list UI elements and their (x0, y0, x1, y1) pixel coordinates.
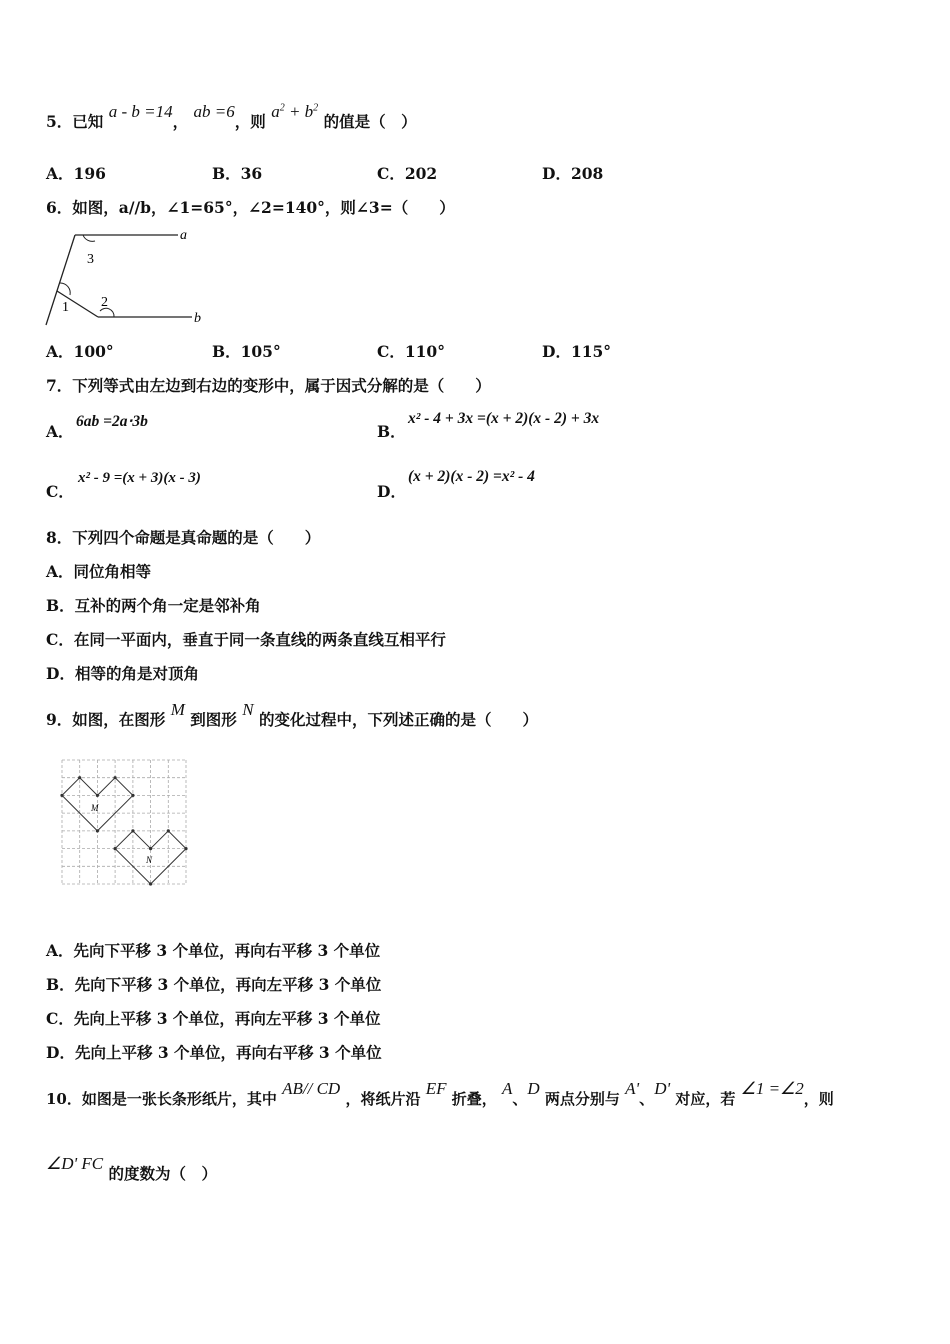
q5-exp-b: 2 (313, 102, 319, 114)
q10-sep-2: 、 (639, 1090, 655, 1108)
q9-option-b: B．先向下平移 3 个单位，再向左平移 3 个单位 (46, 975, 382, 994)
q6-option-a: A．100° (46, 342, 114, 361)
q6-option-b: B．105° (212, 342, 281, 361)
q10-text-5: 两点分别与 (544, 1090, 620, 1108)
question-6: 6．如图，a//b，∠1=65°，∠2=140°，则∠3=（ ） (46, 198, 455, 217)
q9-text-3: 的变化过程中，下列述正确的是（ ） (258, 710, 538, 729)
q10-d-prime: D' (654, 1079, 671, 1098)
q5-option-a: A．196 (46, 164, 106, 183)
q7-option-d-expr: (x + 2)(x - 2) =x² - 4 (408, 468, 535, 485)
q10-angle-eq: ∠1 =∠2 (740, 1079, 804, 1098)
question-7: 7．下列等式由左边到右边的变形中，属于因式分解的是（ ） (46, 376, 491, 395)
q10-a-prime: A' (625, 1079, 640, 1098)
q5-expr-a-minus-b: a - b =14 (108, 102, 173, 121)
q5-expr-sum-squares (271, 102, 318, 121)
q8-option-d: D．相等的角是对顶角 (46, 664, 199, 683)
q10-ab-parallel-cd: AB// CD (282, 1079, 341, 1098)
q6-option-d: D．115° (542, 342, 612, 361)
q9-option-d: D．先向上平移 3 个单位，再向右平移 3 个单位 (46, 1043, 382, 1062)
q10-text-7: 对应，若 (675, 1090, 736, 1108)
q9-M: M (170, 700, 185, 719)
q7-option-a: A． (46, 422, 74, 441)
q9-option-c: C．先向上平移 3 个单位，再向左平移 3 个单位 (46, 1009, 381, 1028)
q5-exp-a: 2 (279, 102, 285, 114)
q5-then: ，则 (234, 112, 266, 131)
angle-1-label: 1 (62, 300, 69, 315)
q10-number: 10． (46, 1090, 82, 1108)
label-M: M (91, 803, 99, 813)
q7-option-b-expr: x² - 4 + 3x =(x + 2)(x - 2) + 3x (408, 410, 600, 427)
q9-option-a: A．先向下平移 3 个单位，再向右平移 3 个单位 (46, 941, 381, 960)
q9-text-1: 如图，在图形 (72, 710, 166, 729)
q10-ef: EF (425, 1079, 447, 1098)
q10-text-2: ，将纸片沿 (345, 1090, 421, 1108)
q10-angle-dfc: ∠D' FC (46, 1154, 104, 1173)
q9-N: N (242, 700, 254, 719)
question-9 (46, 700, 538, 730)
q10-a: A (501, 1079, 513, 1098)
q5-expr-ab: ab =6 (193, 102, 235, 121)
q5-option-c: C．202 (377, 164, 438, 183)
q7-option-c: C． (46, 482, 74, 501)
label-N: N (146, 855, 153, 865)
q10-text-8: ，则 (803, 1090, 834, 1108)
q5-tail: 的值是（ ） (323, 112, 417, 131)
label-a: a (180, 228, 187, 243)
q5-plus-b: + b (284, 102, 314, 121)
q9-text-2: 到图形 (190, 710, 237, 729)
q7-option-a-expr: 6ab =2a⋅3b (76, 413, 148, 430)
q5-comma: ， (172, 112, 189, 131)
q6-option-c: C．110° (377, 342, 445, 361)
q5-option-b: B．36 (212, 164, 263, 183)
q6-figure (40, 225, 210, 330)
q8-option-c: C．在同一平面内，垂直于同一条直线的两条直线互相平行 (46, 630, 446, 649)
q5-lead: 已知 (72, 112, 104, 131)
transversal (46, 235, 75, 325)
q10-text-9: 的度数为（ ） (108, 1164, 218, 1183)
q10-d: D (527, 1079, 540, 1098)
q7-option-d: D． (377, 482, 406, 501)
question-8: 8．下列四个命题是真命题的是（ ） (46, 528, 321, 547)
q8-option-b: B．互补的两个角一定是邻补角 (46, 596, 261, 615)
q8-option-a: A．同位角相等 (46, 562, 152, 581)
q10-sep-1: 、 (512, 1090, 528, 1108)
angle-3-label: 3 (87, 252, 94, 267)
q10-text-1: 如图是一张长条形纸片，其中 (81, 1090, 277, 1108)
q9-number: 9． (46, 710, 73, 729)
q5-base-a: a (271, 102, 280, 121)
angle-2-label: 2 (101, 295, 108, 310)
question-5 (46, 102, 417, 132)
q10-text-3: 折叠， (451, 1090, 497, 1108)
q5-option-d: D．208 (542, 164, 604, 183)
label-b: b (194, 311, 201, 326)
question-10-cont (46, 1154, 218, 1184)
q7-option-b: B． (377, 422, 406, 441)
q7-option-c-expr: x² - 9 =(x + 3)(x - 3) (78, 470, 201, 486)
q9-grid-figure (60, 758, 190, 886)
question-10 (46, 1079, 834, 1109)
q5-number: 5． (46, 112, 73, 131)
